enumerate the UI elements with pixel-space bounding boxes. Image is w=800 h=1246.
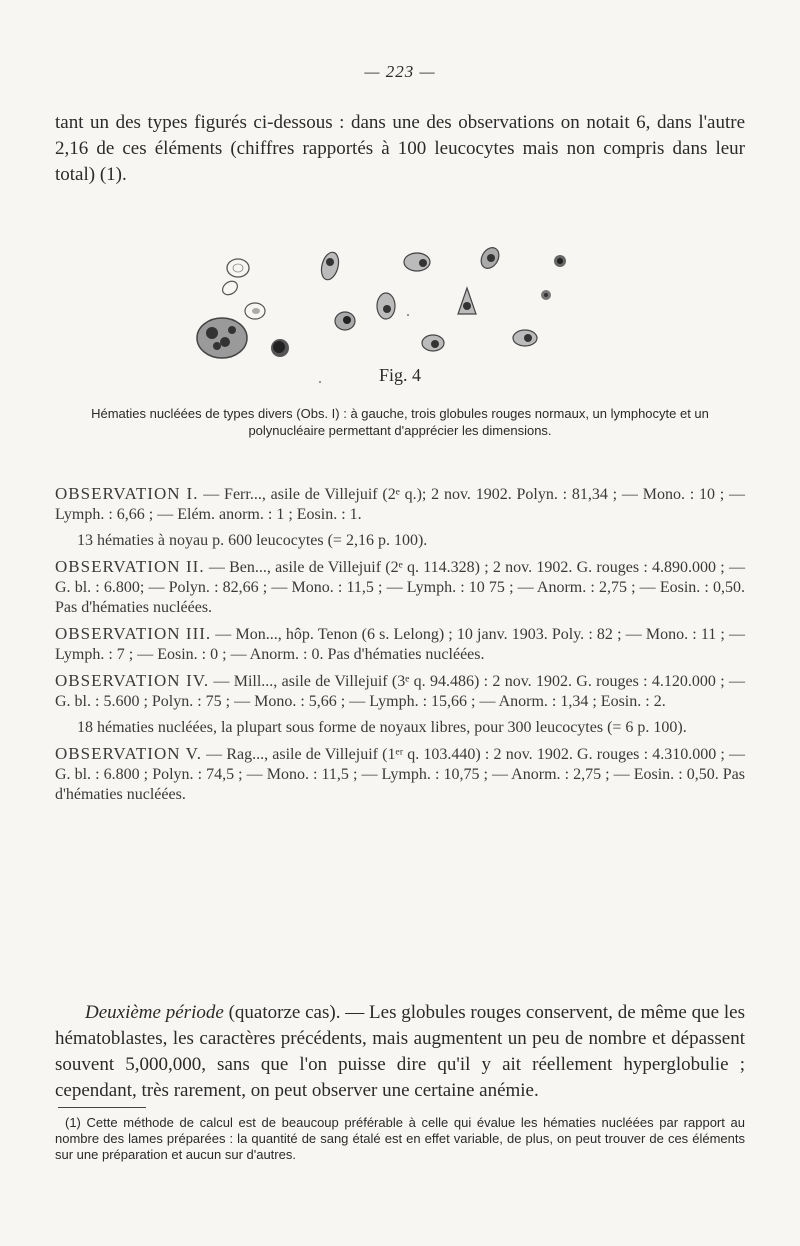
footnote-rule xyxy=(58,1107,146,1108)
observation-note: 18 hématies nucléées, la plupart sous forme de noyaux libres, pour 300 leucocytes (= 6 p. 100). xyxy=(77,719,687,736)
figure-caption: Hématies nucléées de types divers (Obs. I) : à gauche, trois globules rouges normaux, un lymphocyte et un polynucléaire permettant d'apprécier les dimensions. xyxy=(91,406,709,438)
page-number: — 223 — xyxy=(364,62,436,81)
period-heading: Deuxième période xyxy=(85,1002,224,1023)
observation-text: — Ben..., asile de Villejuif (2ᵉ q. 114.328) ; 2 nov. 1902. G. rouges : 4.890.000 ; — G. bl. : 6.800; — Polyn. : 82,66 ; — Mono. : 11,5 ; — Lymph. : 10 75 ; — Anorm. : 2,75 ; — Eosin. : 0,50. Pas d'hématies nucléées. xyxy=(55,559,745,616)
observation-title: OBSERVATION I. xyxy=(55,484,199,503)
nucleated-red-cell xyxy=(554,255,566,267)
observation-3 xyxy=(55,624,745,665)
red-cell-normal xyxy=(245,303,265,319)
observation-text: — Mill..., asile de Villejuif (3ᵉ q. 94.486) : 2 nov. 1902. G. rouges : 4.120.000 ; — G. bl. : 5.600 ; Polyn. : 75 ; — Mono. : 5,66 ; — Lymph. : 15,66 ; — Anorm. : 1,34 ; Eosin. : 2. xyxy=(55,673,745,710)
free-nucleus xyxy=(541,290,551,300)
period-text: (quatorze cas). — Les globules rouges conservent, de même que les hématoblastes, les caractères précédents, mais augmentent un peu de nombre et dépassent souvent 5,000,000, sans que l'on puisse dire qu'il y ait réellement hyperglobulie ; cependant, très rarement, on peut observer une certaine anémie. xyxy=(55,1002,745,1101)
observation-5 xyxy=(55,744,745,805)
observation-title: OBSERVATION II. xyxy=(55,557,205,576)
nucleated-red-cell xyxy=(404,253,430,271)
observations xyxy=(55,484,745,811)
observation-title: OBSERVATION IV. xyxy=(55,671,210,690)
red-cell-normal xyxy=(227,259,249,277)
nucleated-red-cell xyxy=(335,312,355,330)
observation-2 xyxy=(55,557,745,618)
observation-1 xyxy=(55,484,745,525)
nucleated-red-cell xyxy=(422,335,444,351)
polynuclear-cell xyxy=(197,318,247,358)
nucleated-red-cell xyxy=(478,244,503,271)
observation-4 xyxy=(55,671,745,712)
figure-label: Fig. 4 xyxy=(378,365,421,385)
observation-text: — Mon..., hôp. Tenon (6 s. Lelong) ; 10 janv. 1903. Poly. : 82 ; — Mono. : 11 ; — Lymph. : 7 ; — Eosin. : 0 ; — Anorm. : 0. Pas d'hématies nucléées. xyxy=(55,626,745,663)
intro-paragraph: tant un des types figurés ci-dessous : dans une des observations on notait 6, dans l'autre 2,16 de ces éléments (chiffres rapportés à 100 leucocytes mais non compris dans leur total) (1). xyxy=(55,112,745,185)
observation-title: OBSERVATION III. xyxy=(55,624,212,643)
nucleated-red-cell xyxy=(377,293,395,319)
observation-note: 13 hématies à noyau p. 600 leucocytes (= 2,16 p. 100). xyxy=(77,532,428,549)
observation-text: — Ferr..., asile de Villejuif (2ᵉ q.); 2 nov. 1902. Polyn. : 81,34 ; — Mono. : 10 ; — Lymph. : 6,66 ; — Elém. anorm. : 1 ; Eosin. : 1. xyxy=(55,486,746,523)
lymphocyte xyxy=(271,339,289,357)
observation-text: — Rag..., asile de Villejuif (1ᵉʳ q. 103.440) : 2 nov. 1902. G. rouges : 4.310.000 ; — G. bl. : 6.800 ; Polyn. : 74,5 ; — Mono. : 11,5 ; — Lymph. : 10,75 ; — Anorm. : 2,75 ; — Eosin. : 0,50. Pas d'hématies nucléées. xyxy=(55,746,745,803)
nucleated-red-cell xyxy=(319,250,342,281)
red-cell-normal xyxy=(220,278,240,297)
observation-title: OBSERVATION V. xyxy=(55,744,202,763)
speck xyxy=(407,314,409,316)
nucleated-red-cell xyxy=(458,288,476,314)
nucleated-red-cell xyxy=(513,330,537,346)
footnote: (1) Cette méthode de calcul est de beaucoup préférable à celle qui évalue les hématies nucléées par rapport au nombre des lames préparées : la quantité de sang étalé est en effet variable, de plus, on peut trouver de ces éléments sur une préparation et aucun sur d'autres. xyxy=(55,1115,745,1162)
period-paragraph xyxy=(55,1000,745,1104)
